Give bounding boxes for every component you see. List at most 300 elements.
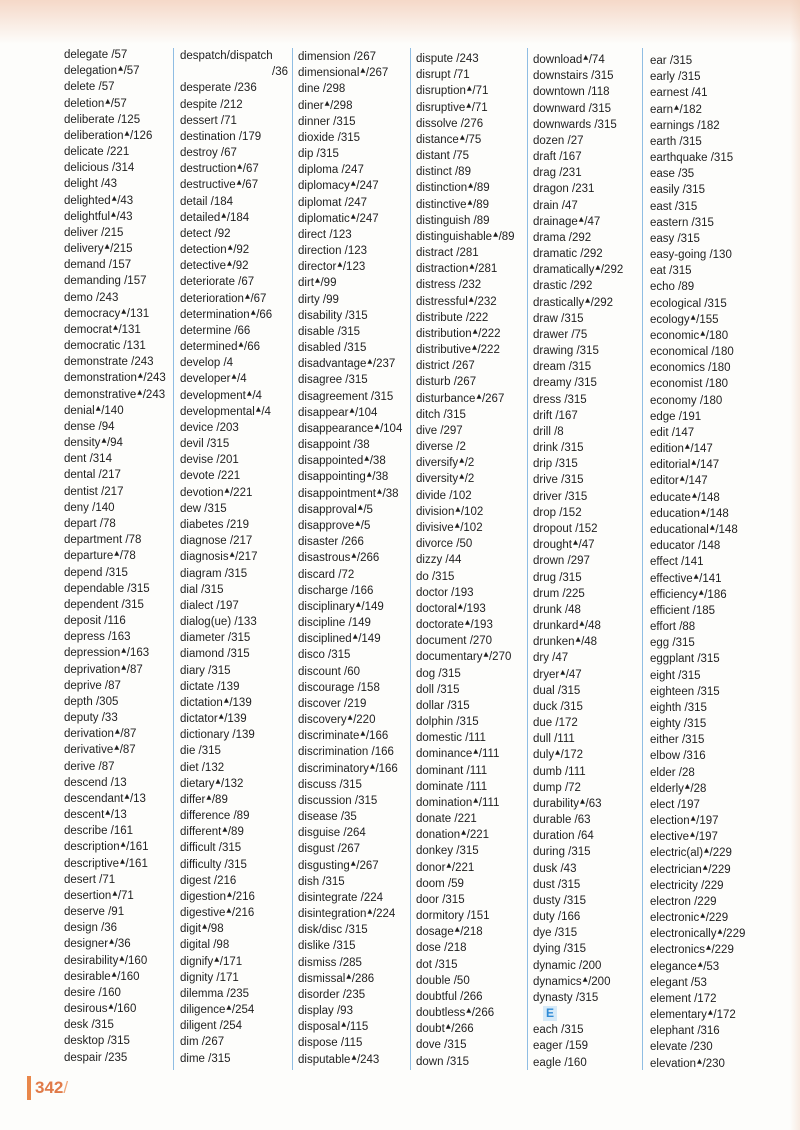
index-entry: distraction▲/281 — [416, 262, 498, 276]
triangle-mark-icon: ▲ — [473, 795, 479, 804]
index-entry: dragon /231 — [533, 183, 595, 196]
index-entry: discriminatory▲/166 — [298, 761, 398, 775]
index-entry: diner▲/298 — [298, 98, 353, 112]
index-entry: derivation▲/87 — [64, 727, 137, 741]
triangle-mark-icon: ▲ — [466, 1006, 472, 1015]
index-entry: dose /218 — [416, 942, 467, 955]
index-entry: effective▲/141 — [650, 571, 722, 585]
index-entry: disco /315 — [298, 649, 351, 662]
index-entry: depart /78 — [64, 517, 116, 530]
index-entry: disruptive▲/71 — [416, 100, 488, 114]
index-entry: disagree /315 — [298, 374, 368, 387]
index-entry: elect /197 — [650, 798, 700, 811]
index-entry: dominant /111 — [416, 764, 488, 777]
index-entry: downwards /315 — [533, 118, 617, 131]
index-entry: element /172 — [650, 992, 717, 1005]
index-entry: earnest /41 — [650, 87, 708, 100]
index-entry: dictation▲/139 — [180, 695, 252, 709]
index-entry: descendant▲/13 — [64, 791, 146, 805]
index-entry: divisive▲/102 — [416, 520, 483, 534]
index-entry: dream /315 — [533, 361, 592, 374]
index-entry: dot /315 — [416, 958, 458, 971]
index-entry: divorce /50 — [416, 538, 473, 551]
index-column-2 — [180, 48, 292, 1067]
index-entry: democratic /131 — [64, 340, 146, 353]
index-entry: deliver /215 — [64, 226, 124, 239]
index-entry: disintegrate /224 — [298, 891, 384, 904]
index-entry: distribution▲/222 — [416, 326, 501, 340]
triangle-mark-icon: ▲ — [121, 662, 127, 671]
triangle-mark-icon: ▲ — [120, 840, 126, 849]
index-entry: director▲/123 — [298, 260, 366, 274]
triangle-mark-icon: ▲ — [466, 100, 472, 109]
index-entry: distressful▲/232 — [416, 294, 497, 308]
index-entry: ecological /315 — [650, 297, 727, 310]
triangle-mark-icon: ▲ — [454, 925, 460, 934]
triangle-mark-icon: ▲ — [118, 64, 124, 73]
index-entry: department /78 — [64, 534, 142, 547]
index-entry: disappear▲/104 — [298, 405, 378, 419]
triangle-mark-icon: ▲ — [595, 263, 601, 272]
index-entry: distinctive▲/89 — [416, 197, 489, 211]
index-entry: duration /64 — [533, 830, 594, 843]
index-entry: dinner /315 — [298, 115, 356, 128]
triangle-mark-icon: ▲ — [684, 442, 690, 451]
triangle-mark-icon: ▲ — [374, 421, 380, 430]
index-entry: diligent /254 — [180, 1020, 243, 1033]
triangle-mark-icon: ▲ — [244, 291, 250, 300]
index-entry: disciplinary▲/149 — [298, 599, 384, 613]
index-entry: disgusting▲/267 — [298, 858, 379, 872]
triangle-mark-icon: ▲ — [454, 520, 460, 529]
index-entry: desperate /236 — [180, 82, 257, 95]
triangle-mark-icon: ▲ — [702, 862, 708, 871]
index-entry: domination▲/111 — [416, 795, 500, 809]
index-entry: deprive /87 — [64, 679, 121, 692]
index-entry: dent /314 — [64, 453, 112, 466]
page-number-bar — [27, 1076, 31, 1100]
index-entry: dismiss /285 — [298, 956, 362, 969]
triangle-mark-icon: ▲ — [108, 1002, 114, 1011]
index-entry: destination /179 — [180, 130, 262, 143]
index-entry: drunkard▲/48 — [533, 619, 601, 633]
index-entry: devotion▲/221 — [180, 485, 253, 499]
index-entry: desert /71 — [64, 873, 116, 886]
index-entry: draw /315 — [533, 312, 584, 325]
triangle-mark-icon: ▲ — [215, 776, 221, 785]
index-entry: dip /315 — [298, 148, 339, 161]
index-entry: dry /47 — [533, 652, 569, 665]
index-entry: discipline /149 — [298, 617, 371, 630]
triangle-mark-icon: ▲ — [476, 391, 482, 400]
index-entry: demanding /157 — [64, 275, 147, 288]
index-entry: disgust /267 — [298, 843, 361, 856]
index-entry: dish /315 — [298, 875, 345, 888]
index-entry: eastern /315 — [650, 216, 714, 229]
triangle-mark-icon: ▲ — [109, 937, 115, 946]
index-entry: elbow /316 — [650, 750, 706, 763]
index-entry: ear /315 — [650, 55, 693, 67]
index-entry: detection▲/92 — [180, 243, 250, 257]
index-entry: dying /315 — [533, 943, 587, 956]
index-entry: demonstrate /243 — [64, 356, 154, 369]
index-entry: delete /57 — [64, 81, 115, 94]
index-entry: electronics▲/229 — [650, 943, 734, 957]
index-entry: dusty /315 — [533, 894, 587, 907]
triangle-mark-icon: ▲ — [337, 260, 343, 269]
index-entry: educational▲/148 — [650, 522, 738, 536]
triangle-mark-icon: ▲ — [445, 1022, 451, 1031]
triangle-mark-icon: ▲ — [350, 858, 356, 867]
index-entry: elephant /316 — [650, 1025, 720, 1038]
index-entry: desirable▲/160 — [64, 969, 140, 983]
index-entry: discriminate▲/166 — [298, 729, 389, 743]
index-entry: disappointment▲/38 — [298, 486, 399, 500]
index-entry: doctorate▲/193 — [416, 618, 493, 632]
triangle-mark-icon: ▲ — [691, 490, 697, 499]
triangle-mark-icon: ▲ — [578, 214, 584, 223]
index-entry: dial /315 — [180, 583, 224, 596]
index-entry: dump /72 — [533, 781, 581, 794]
index-entry: dissolve /276 — [416, 117, 484, 130]
index-entry: dignify▲/171 — [180, 954, 243, 968]
index-entry: diploma /247 — [298, 164, 364, 177]
index-entry: edit /147 — [650, 426, 695, 439]
section-letter-heading — [533, 1006, 645, 1022]
index-entry: delivery▲/215 — [64, 242, 133, 256]
triangle-mark-icon: ▲ — [461, 828, 467, 837]
index-entry: effort /88 — [650, 621, 696, 634]
index-entry: discount /60 — [298, 665, 361, 678]
index-entry: driver /315 — [533, 490, 588, 503]
index-entry: drum /225 — [533, 587, 585, 600]
index-entry: describe /161 — [64, 825, 134, 838]
triangle-mark-icon: ▲ — [573, 538, 579, 547]
index-entry: due /172 — [533, 717, 578, 730]
triangle-mark-icon: ▲ — [582, 974, 588, 983]
index-entry: distant /75 — [416, 150, 470, 163]
triangle-mark-icon: ▲ — [466, 84, 472, 93]
index-entry: drink /315 — [533, 442, 584, 455]
index-entry: economical /180 — [650, 346, 734, 359]
index-entry: dramatic /292 — [533, 248, 603, 261]
triangle-mark-icon: ▲ — [218, 712, 224, 721]
index-entry: depth /305 — [64, 695, 119, 708]
index-entry: deterioration▲/67 — [180, 291, 267, 305]
triangle-mark-icon: ▲ — [367, 907, 373, 916]
triangle-mark-icon: ▲ — [119, 953, 125, 962]
triangle-mark-icon: ▲ — [111, 209, 117, 218]
index-entry: duck /315 — [533, 700, 583, 713]
index-entry: digestion▲/216 — [180, 889, 255, 903]
index-entry: desirability▲/160 — [64, 953, 148, 967]
triangle-mark-icon: ▲ — [467, 197, 473, 206]
index-entry: drought▲/47 — [533, 538, 595, 552]
index-entry: electrician▲/229 — [650, 862, 731, 876]
index-entry: dilemma /235 — [180, 987, 250, 1000]
index-entry: donation▲/221 — [416, 828, 490, 842]
triangle-mark-icon: ▲ — [459, 132, 465, 141]
triangle-mark-icon: ▲ — [238, 340, 244, 349]
index-entry: desirous▲/160 — [64, 1002, 137, 1016]
index-entry: dirt▲/99 — [298, 276, 337, 290]
triangle-mark-icon: ▲ — [137, 387, 143, 396]
column-divider — [410, 48, 411, 1070]
index-entry: drown /297 — [533, 555, 590, 568]
index-entry: distinct /89 — [416, 166, 471, 179]
index-entry: design /36 — [64, 922, 118, 935]
index-entry: eighth /315 — [650, 701, 707, 714]
index-entry: dictate /139 — [180, 680, 240, 693]
triangle-mark-icon: ▲ — [579, 619, 585, 628]
index-entry: dive /297 — [416, 424, 463, 437]
index-entry: distress /232 — [416, 279, 482, 292]
index-entry: dependent /315 — [64, 598, 144, 611]
triangle-mark-icon: ▲ — [483, 650, 489, 659]
index-entry: dime /315 — [180, 1052, 231, 1065]
index-entry: development▲/4 — [180, 388, 262, 402]
triangle-mark-icon: ▲ — [351, 1052, 357, 1061]
index-entry: digest /216 — [180, 874, 237, 887]
index-entry: density▲/94 — [64, 436, 123, 450]
index-entry: eager /159 — [533, 1040, 588, 1053]
index-entry: diagnose /217 — [180, 535, 253, 548]
index-entry: elementary▲/172 — [650, 1008, 736, 1022]
index-entry: disease /35 — [298, 811, 357, 824]
index-entry: delegation▲/57 — [64, 64, 140, 78]
triangle-mark-icon: ▲ — [227, 243, 233, 252]
index-entry: editor▲/147 — [650, 474, 708, 488]
index-entry: derivative▲/87 — [64, 743, 136, 757]
index-entry: deteriorate /67 — [180, 276, 255, 289]
index-entry: discussion /315 — [298, 794, 378, 807]
index-entry: dioxide /315 — [298, 131, 361, 144]
triangle-mark-icon: ▲ — [229, 550, 235, 559]
triangle-mark-icon: ▲ — [674, 102, 680, 111]
index-entry: desertion▲/71 — [64, 888, 134, 902]
index-entry: dosage▲/218 — [416, 925, 483, 939]
index-entry: dropout /152 — [533, 522, 598, 535]
triangle-mark-icon: ▲ — [360, 729, 366, 738]
triangle-mark-icon: ▲ — [693, 571, 699, 580]
triangle-mark-icon: ▲ — [468, 181, 474, 190]
index-entry: disciplined▲/149 — [298, 632, 381, 646]
triangle-mark-icon: ▲ — [471, 343, 477, 352]
index-entry: effect /141 — [650, 556, 704, 569]
index-entry: discard /72 — [298, 568, 355, 581]
triangle-mark-icon: ▲ — [222, 825, 228, 834]
index-entry: during /315 — [533, 846, 591, 859]
index-entry: dynasty /315 — [533, 991, 599, 1004]
index-entry: dynamic /200 — [533, 959, 602, 972]
index-entry: easy /315 — [650, 232, 700, 245]
triangle-mark-icon: ▲ — [124, 791, 130, 800]
triangle-mark-icon: ▲ — [202, 922, 208, 931]
index-entry: dramatically▲/292 — [533, 263, 624, 277]
index-entry: diamond /315 — [180, 648, 250, 661]
index-entry: distinction▲/89 — [416, 181, 490, 195]
index-entry: disappointing▲/38 — [298, 470, 389, 484]
index-entry: digital /98 — [180, 939, 230, 952]
triangle-mark-icon: ▲ — [111, 193, 117, 202]
index-entry: doubtful /266 — [416, 990, 483, 1003]
triangle-mark-icon: ▲ — [580, 796, 586, 805]
index-entry: electronic▲/229 — [650, 911, 729, 925]
index-entry: drunken▲/48 — [533, 635, 598, 649]
triangle-mark-icon: ▲ — [369, 761, 375, 770]
index-entry: digestive▲/216 — [180, 906, 255, 920]
triangle-mark-icon: ▲ — [101, 436, 107, 445]
index-entry: delicate /221 — [64, 146, 130, 159]
index-entry: door /315 — [416, 893, 465, 906]
index-entry: drill /8 — [533, 425, 564, 438]
index-entry: durability▲/63 — [533, 796, 602, 810]
index-entry: drunk /48 — [533, 603, 581, 616]
index-entry: detective▲/92 — [180, 259, 249, 273]
index-entry: dust /315 — [533, 878, 581, 891]
index-entry: disturbance▲/267 — [416, 391, 505, 405]
index-entry: doctoral▲/193 — [416, 601, 486, 615]
index-entry: dormitory /151 — [416, 910, 490, 923]
triangle-mark-icon: ▲ — [95, 403, 101, 412]
triangle-mark-icon: ▲ — [366, 470, 372, 479]
index-entry: eagle /160 — [533, 1056, 587, 1069]
index-entry: drawing /315 — [533, 345, 599, 358]
index-entry: dumb /111 — [533, 765, 586, 778]
triangle-mark-icon: ▲ — [697, 959, 703, 968]
triangle-mark-icon: ▲ — [684, 781, 690, 790]
index-entry: eat /315 — [650, 265, 692, 278]
column-divider — [292, 48, 293, 1070]
index-entry: descent▲/13 — [64, 808, 127, 822]
index-entry: drop /152 — [533, 506, 582, 519]
index-entry: diary /315 — [180, 664, 231, 677]
index-entry: dictator▲/139 — [180, 712, 247, 726]
triangle-mark-icon: ▲ — [137, 371, 143, 380]
index-entry: edition▲/147 — [650, 442, 713, 456]
triangle-mark-icon: ▲ — [346, 971, 352, 980]
index-entry: discovery▲/220 — [298, 713, 376, 727]
triangle-mark-icon: ▲ — [459, 456, 465, 465]
index-entry: doubt▲/266 — [416, 1022, 474, 1036]
index-entry: dim /267 — [180, 1036, 225, 1049]
index-entry: downtown /118 — [533, 86, 610, 99]
index-entry: description▲/161 — [64, 840, 149, 854]
index-entry: ease /35 — [650, 168, 695, 181]
triangle-mark-icon: ▲ — [124, 128, 130, 137]
index-entry: drastic /292 — [533, 280, 593, 293]
index-entry: early /315 — [650, 71, 701, 84]
index-entry: downstairs /315 — [533, 70, 614, 83]
triangle-mark-icon: ▲ — [250, 307, 256, 316]
index-entry: delicious /314 — [64, 162, 135, 175]
index-entry: dispute /243 — [416, 53, 479, 65]
index-entry: elevate /230 — [650, 1041, 713, 1054]
index-entry: educator /148 — [650, 540, 721, 553]
index-entry: diversity▲/2 — [416, 472, 475, 486]
triangle-mark-icon: ▲ — [707, 1008, 713, 1017]
triangle-mark-icon: ▲ — [357, 502, 363, 511]
triangle-mark-icon: ▲ — [700, 506, 706, 515]
index-entry: down /315 — [416, 1055, 470, 1068]
index-entry: desktop /315 — [64, 1035, 130, 1048]
index-entry: diameter /315 — [180, 632, 251, 645]
index-entry: edge /191 — [650, 410, 702, 423]
index-entry: dozen /27 — [533, 134, 584, 147]
index-entry: departure▲/78 — [64, 549, 136, 563]
index-entry: dislike /315 — [298, 940, 356, 953]
index-entry: dictionary /139 — [180, 729, 255, 742]
triangle-mark-icon: ▲ — [347, 713, 353, 722]
index-entry: different▲/89 — [180, 825, 244, 839]
index-entry: dimension /267 — [298, 51, 376, 63]
triangle-mark-icon: ▲ — [112, 322, 118, 331]
triangle-mark-icon: ▲ — [377, 486, 382, 495]
index-entry: delighted▲/43 — [64, 193, 134, 207]
triangle-mark-icon: ▲ — [464, 618, 470, 627]
index-entry: economy /180 — [650, 394, 723, 407]
index-entry: distract /281 — [416, 247, 479, 260]
index-entry: donkey /315 — [416, 845, 479, 858]
triangle-mark-icon: ▲ — [221, 210, 227, 219]
triangle-mark-icon: ▲ — [236, 178, 242, 187]
index-entry: dye /315 — [533, 927, 578, 940]
index-entry: determination▲/66 — [180, 307, 273, 321]
index-entry: devote /221 — [180, 470, 241, 483]
triangle-mark-icon: ▲ — [314, 276, 320, 285]
index-entry: determined▲/66 — [180, 340, 261, 354]
triangle-mark-icon: ▲ — [349, 405, 355, 414]
index-entry: disintegration▲/224 — [298, 907, 396, 921]
index-entry: education▲/148 — [650, 506, 729, 520]
index-entry: develop /4 — [180, 357, 234, 370]
index-entry: discharge /166 — [298, 584, 374, 597]
index-entry: doctor /193 — [416, 586, 474, 599]
triangle-mark-icon: ▲ — [585, 295, 591, 304]
index-entry: direct /123 — [298, 228, 352, 241]
triangle-mark-icon: ▲ — [226, 906, 232, 915]
index-entry: deny /140 — [64, 501, 115, 514]
index-entry: disorder /235 — [298, 988, 366, 1001]
index-column-1 — [64, 47, 176, 1066]
index-entry: dignity /171 — [180, 971, 239, 984]
index-entry: despatch/dispatch — [180, 50, 273, 62]
index-entry: descriptive▲/161 — [64, 856, 148, 870]
index-entry: dense /94 — [64, 420, 115, 433]
index-entry: eighty /315 — [650, 718, 707, 731]
index-entry: depress /163 — [64, 631, 131, 644]
index-entry-continuation: /36 — [272, 66, 288, 79]
index-entry: destructive▲/67 — [180, 178, 259, 192]
index-entry: disappointed▲/38 — [298, 454, 386, 468]
index-entry: distributive▲/222 — [416, 343, 500, 357]
index-entry: difference /89 — [180, 810, 250, 823]
index-entry: east /315 — [650, 200, 698, 213]
index-entry: doom /59 — [416, 877, 464, 890]
index-entry: educate▲/148 — [650, 490, 720, 504]
index-entry: delegate /57 — [64, 49, 128, 61]
index-entry: democracy▲/131 — [64, 306, 150, 320]
index-entry: document /270 — [416, 635, 493, 648]
triangle-mark-icon: ▲ — [690, 312, 696, 321]
index-entry: dog /315 — [416, 667, 461, 680]
index-entry: each /315 — [533, 1024, 584, 1037]
index-entry: derive /87 — [64, 760, 115, 773]
index-entry: electricity /229 — [650, 879, 724, 892]
index-entry: diabetes /219 — [180, 518, 250, 531]
index-entry: drift /167 — [533, 409, 578, 422]
index-entry: desire /160 — [64, 986, 121, 999]
